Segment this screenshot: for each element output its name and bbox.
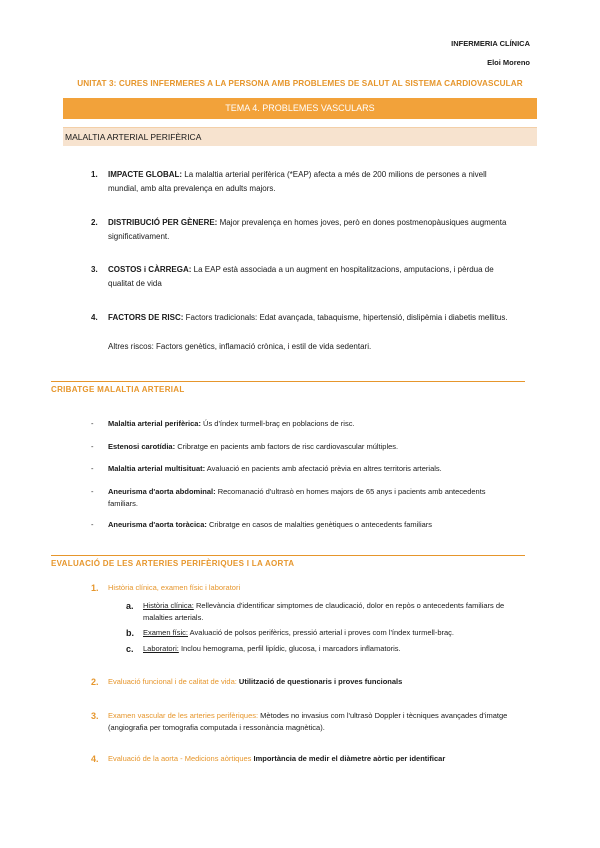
list-item: 1. Història clínica, examen físic i laboratori: [91, 583, 241, 593]
section-title-evaluacio: EVALUACIÓ DE LES ARTERIES PERIFÈRIQUES I LA AORTA: [51, 559, 295, 568]
list-item: - Estenosi carotídia: Cribratge en pacients amb factors de risc cardiovascular múltiples.: [91, 442, 399, 451]
sub-item: a. Història clínica: Rellevància d'identificar simptomes de claudicació, dolor en repòs o antecedents familiars de malalties arterials.: [126, 601, 505, 622]
unit-title: UNITAT 3: CURES INFERMERES A LA PERSONA AMB PROBLEMES DE SALUT AL SISTEMA CARDIOVASCULAR: [77, 79, 523, 88]
sub-item: c. Laboratori: Inclou hemograma, perfil lipídic, glucosa, i marcadors inflamatoris.: [126, 644, 401, 654]
list-item: - Malaltia arterial perifèrica: Ús d'índex turmell-braç en poblacions de risc.: [91, 419, 355, 428]
list-item: 2. Evaluació funcional i de calitat de vida: Utilització de questionaris i proves funcionals: [91, 677, 403, 687]
header-author: Eloi Moreno: [487, 58, 530, 67]
sub-item: b. Examen físic: Avaluació de polsos perifèrics, pressió arterial i proves com l'índex turmell-braç.: [126, 628, 455, 638]
list-item: 3. Examen vascular de les arteries perifèriques: Mètodes no invasius com l'ultrasò Doppler i tècniques avançades d'imatge (angiografia per tomografia computada i ressonància magnètica).: [91, 711, 508, 732]
divider: [51, 381, 525, 382]
list-item: 1. IMPACTE GLOBAL: La malaltia arterial perifèrica (*EAP) afecta a més de 200 milions de persones a nivell mundial, amb alta prevalença en adults majors.: [91, 170, 487, 193]
divider: [51, 555, 525, 556]
list-item: 4. FACTORS DE RISC: Factors tradicionals: Edat avançada, tabaquisme, hipertensió, dislipèmia i diabetis mellitus.: [91, 313, 508, 322]
list-item: - Malaltia arterial multisituat: Avaluació en pacients amb afectació prèvia en altres territoris arterials.: [91, 464, 442, 473]
list-item: 4. Evaluació de la aorta - Medicions aòrtiques Importància de medir el diàmetre aòrtic per identificar: [91, 754, 446, 764]
list-item: 2. DISTRIBUCIÓ PER GÈNERE: Major prevalença en homes joves, però en dones postmenopàusiques augmenta significativament.: [91, 218, 507, 241]
section-title-cribatge: CRIBATGE MALALTIA ARTERIAL: [51, 385, 185, 394]
list-item: - Aneurisma d'aorta abdominal: Recomanació d'ultrasò en homes majors de 65 anys i pacients amb antecedents familiars.: [91, 487, 486, 508]
other-risks: Altres riscos: Factors genètics, inflamació crònica, i estil de vida sedentari.: [108, 342, 372, 351]
list-item: 3. COSTOS i CÀRREGA: La EAP està associada a un augment en hospitalitzacions, amputacions, i pèrdua de qualitat de vida: [91, 265, 494, 288]
section-title-malaltia: MALALTIA ARTERIAL PERIFÈRICA: [63, 127, 537, 146]
topic-banner: TEMA 4. PROBLEMES VASCULARS: [63, 98, 537, 119]
list-item: - Aneurisma d'aorta toràcica: Cribratge en casos de malalties genètiques o antecedents familiars: [91, 520, 433, 529]
header-subject: INFERMERIA CLÍNICA: [451, 39, 530, 48]
